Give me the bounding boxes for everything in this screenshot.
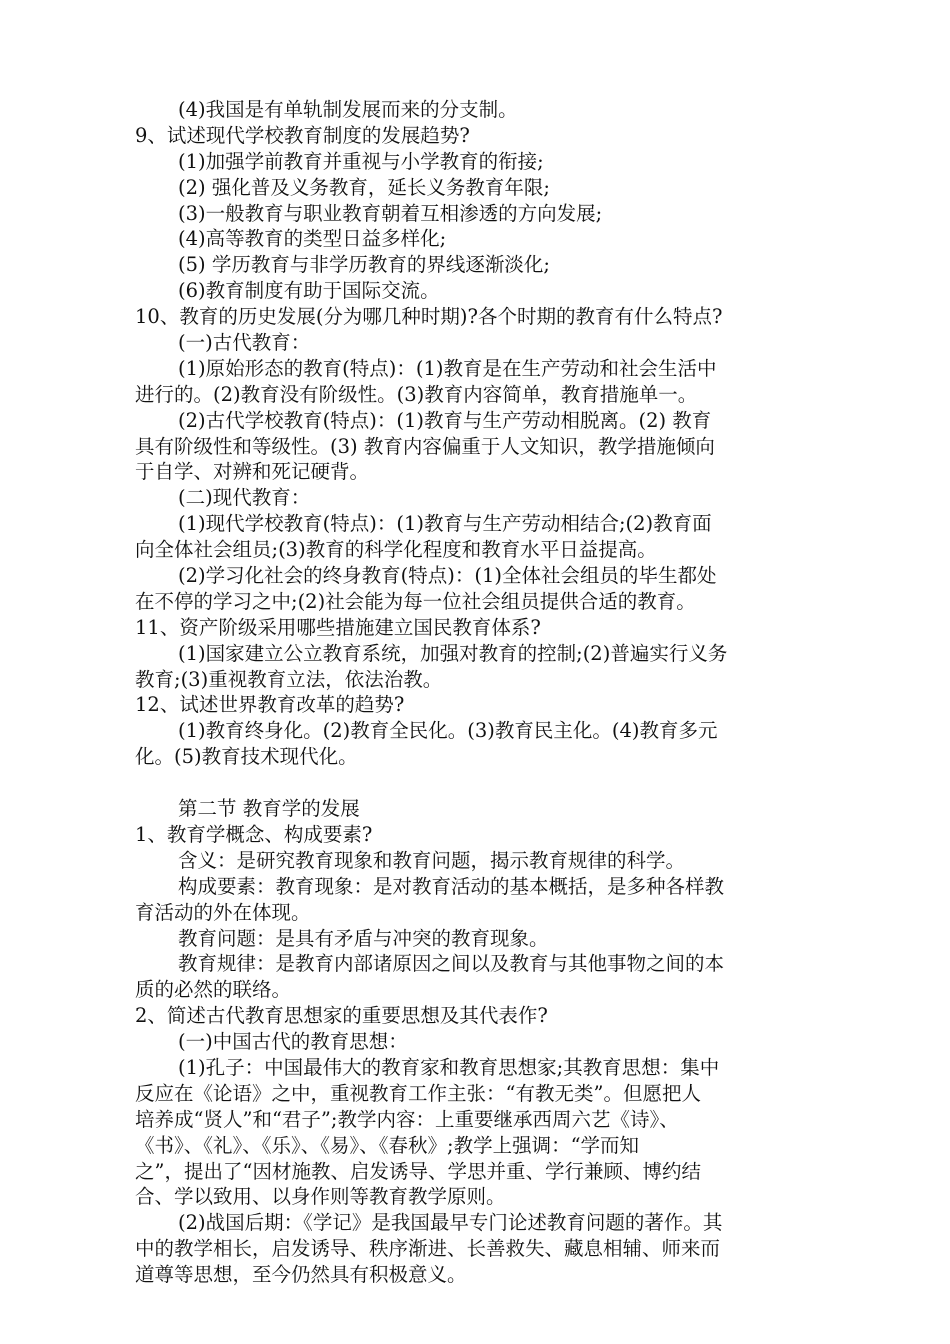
text-line: (6)教育制度有助于国际交流。 bbox=[178, 279, 440, 303]
text-line: (4)高等教育的类型日益多样化; bbox=[178, 227, 447, 251]
text-line: (2)学习化社会的终身教育(特点)：(1)全体社会组员的毕生都处 bbox=[178, 564, 717, 588]
text-line: (一)中国古代的教育思想： bbox=[178, 1030, 408, 1054]
text-line: (二)现代教育： bbox=[178, 486, 311, 510]
text-line: 育活动的外在体现。 bbox=[135, 900, 311, 924]
text-line: 进行的。(2)教育没有阶级性。(3)教育内容简单，教育措施单一。 bbox=[135, 382, 698, 406]
text-line: 11、资产阶级采用哪些措施建立国民教育体系? bbox=[135, 615, 541, 639]
text-line: (1)原始形态的教育(特点)：(1)教育是在生产劳动和社会生活中 bbox=[178, 356, 717, 380]
text-line: 2、简述古代教育思想家的重要思想及其代表作? bbox=[135, 1004, 548, 1028]
text-line: 质的必然的联络。 bbox=[135, 978, 292, 1002]
text-line: 1、教育学概念、构成要素? bbox=[135, 822, 373, 846]
text-line: (1)现代学校教育(特点)：(1)教育与生产劳动相结合;(2)教育面 bbox=[178, 512, 712, 536]
text-line: 道尊等思想，至今仍然具有积极意义。 bbox=[135, 1263, 467, 1287]
text-line: 9、试述现代学校教育制度的发展趋势? bbox=[135, 123, 470, 147]
text-line: (2)战国后期：《学记》是我国最早专门论述教育问题的著作。其 bbox=[178, 1211, 723, 1235]
text-line: 培养成“贤人”和“君子”;教学内容：上重要继承西周六艺《诗》、 bbox=[135, 1107, 679, 1131]
text-line: 向全体社会组员;(3)教育的科学化程度和教育水平日益提高。 bbox=[135, 538, 657, 562]
text-line: 第二节 教育学的发展 bbox=[178, 797, 360, 821]
text-line: 教育规律：是教育内部诸原因之间以及教育与其他事物之间的本 bbox=[178, 952, 725, 976]
text-line: (2)古代学校教育(特点)：(1)教育与生产劳动相脱离。(2) 教育 bbox=[178, 408, 712, 432]
text-line: 之”，提出了“因材施教、启发诱导、学思并重、学行兼顾、博约结 bbox=[135, 1159, 701, 1183]
text-line: 反应在《论语》之中，重视教育工作主张：“有教无类”。但愿把人 bbox=[135, 1081, 701, 1105]
text-line: (1)国家建立公立教育系统，加强对教育的控制;(2)普遍实行义务 bbox=[178, 641, 728, 665]
text-line: (一)古代教育： bbox=[178, 331, 311, 355]
text-line: 10、教育的历史发展(分为哪几种时期)?各个时期的教育有什么特点? bbox=[135, 305, 723, 329]
text-line: (1)加强学前教育并重视与小学教育的衔接; bbox=[178, 149, 544, 173]
text-line: (1)教育终身化。(2)教育全民化。(3)教育民主化。(4)教育多元 bbox=[178, 719, 718, 743]
text-line: 构成要素：教育现象：是对教育活动的基本概括，是多种各样教 bbox=[178, 874, 725, 898]
text-line: 具有阶级性和等级性。(3) 教育内容偏重于人文知识，教学措施倾向 bbox=[135, 434, 715, 458]
text-line: (2) 强化普及义务教育，延长义务教育年限; bbox=[178, 175, 550, 199]
document-page bbox=[135, 97, 825, 1288]
text-line: (3)一般教育与职业教育朝着互相渗透的方向发展; bbox=[178, 201, 603, 225]
text-line: 于自学、对辨和死记硬背。 bbox=[135, 460, 370, 484]
text-line: 含义：是研究教育现象和教育问题，揭示教育规律的科学。 bbox=[178, 848, 686, 872]
text-line: 化。(5)教育技术现代化。 bbox=[135, 745, 358, 769]
text-line: 中的教学相长，启发诱导、秩序渐进、长善救失、藏息相辅、师来而 bbox=[135, 1237, 721, 1261]
text-line: (4)我国是有单轨制发展而来的分支制。 bbox=[178, 98, 518, 121]
text-line: 《书》、《礼》、《乐》、《易》、《春秋》;教学上强调：“学而知 bbox=[135, 1133, 640, 1157]
text-line: 教育问题：是具有矛盾与冲突的教育现象。 bbox=[178, 926, 549, 950]
text-line: 教育;(3)重视教育立法，依法治教。 bbox=[135, 667, 443, 691]
text-line: 在不停的学习之中;(2)社会能为每一位社会组员提供合适的教育。 bbox=[135, 589, 696, 613]
text-line: 12、试述世界教育改革的趋势? bbox=[135, 693, 405, 717]
blank-line bbox=[135, 770, 825, 796]
text-line: 合、学以致用、以身作则等教育教学原则。 bbox=[135, 1185, 506, 1209]
text-line: (1)孔子：中国最伟大的教育家和教育思想家;其教育思想：集中 bbox=[178, 1055, 720, 1079]
text-line: (5) 学历教育与非学历教育的界线逐渐淡化; bbox=[178, 253, 550, 277]
